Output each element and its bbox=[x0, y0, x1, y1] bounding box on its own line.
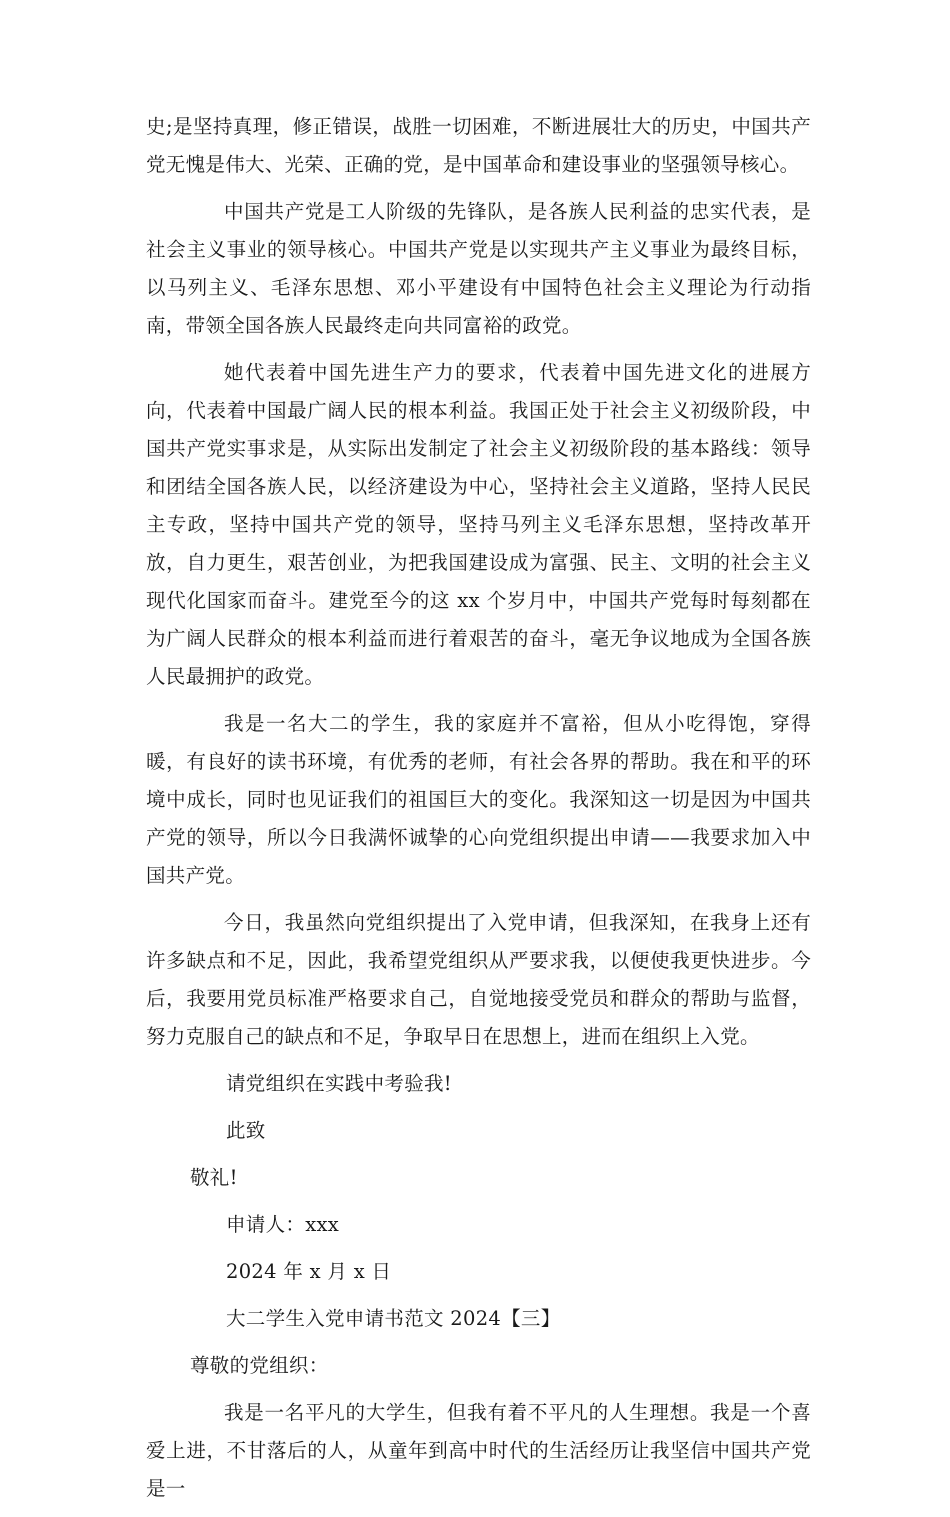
paragraph-personal-background: 我是一名大二的学生，我的家庭并不富裕，但从小吃得饱，穿得暖，有良好的读书环境，有优秀的老师，有社会各界的帮助。我在和平的环境中成长，同时也见证我们的祖国巨大的变化。我深知这一切是因为中国共产党的领导，所以今日我满怀诚挚的心向党组织提出申请——我要求加入中国共产党。 bbox=[146, 712, 811, 887]
application-date: 2024 年 x 月 x 日 bbox=[226, 1260, 392, 1283]
closing-request: 请党组织在实践中考验我! bbox=[226, 1072, 452, 1095]
greeting: 尊敬的党组织： bbox=[190, 1354, 329, 1377]
paragraph-party-vanguard: 中国共产党是工人阶级的先锋队，是各族人民利益的忠实代表，是社会主义事业的领导核心。中国共产党是以实现共产主义事业为最终目标，以马列主义、毛泽东思想、邓小平建设有中国特色社会主义理论为行动指南，带领全国各族人民最终走向共同富裕的政党。 bbox=[146, 200, 811, 337]
applicant-name: 申请人：xxx bbox=[226, 1213, 340, 1236]
paragraph-history-continuation: 史;是坚持真理，修正错误，战胜一切困难，不断进展壮大的历史，中国共产党无愧是伟大、光荣、正确的党，是中国革命和建设事业的坚强领导核心。 bbox=[146, 115, 811, 176]
closing-salutation: 此致 bbox=[226, 1119, 266, 1142]
section-heading: 大二学生入党申请书范文 2024【三】 bbox=[226, 1307, 561, 1330]
document-body bbox=[146, 108, 811, 1517]
closing-regards: 敬礼! bbox=[190, 1166, 238, 1189]
paragraph-commitment: 今日，我虽然向党组织提出了入党申请，但我深知，在我身上还有许多缺点和不足，因此，我希望党组织从严要求我，以便使我更快进步。今后，我要用党员标准严格要求自己，自觉地接受党员和群众的帮助与监督，努力克服自己的缺点和不足，争取早日在思想上，进而在组织上入党。 bbox=[146, 911, 811, 1048]
paragraph-introduction: 我是一名平凡的大学生，但我有着不平凡的人生理想。我是一个喜爱上进，不甘落后的人，从童年到高中时代的生活经历让我坚信中国共产党是一 bbox=[146, 1401, 811, 1500]
paragraph-party-represents: 她代表着中国先进生产力的要求，代表着中国先进文化的进展方向，代表着中国最广阔人民的根本利益。我国正处于社会主义初级阶段，中国共产党实事求是，从实际出发制定了社会主义初级阶段的基本路线：领导和团结全国各族人民，以经济建设为中心，坚持社会主义道路，坚持人民民主专政，坚持中国共产党的领导，坚持马列主义毛泽东思想，坚持改革开放，自力更生，艰苦创业，为把我国建设成为富强、民主、文明的社会主义现代化国家而奋斗。建党至今的这 xx 个岁月中，中国共产党每时每刻都在为广阔人民群众的根本利益而进行着艰苦的奋斗，毫无争议地成为全国各族人民最拥护的政党。 bbox=[146, 361, 811, 688]
